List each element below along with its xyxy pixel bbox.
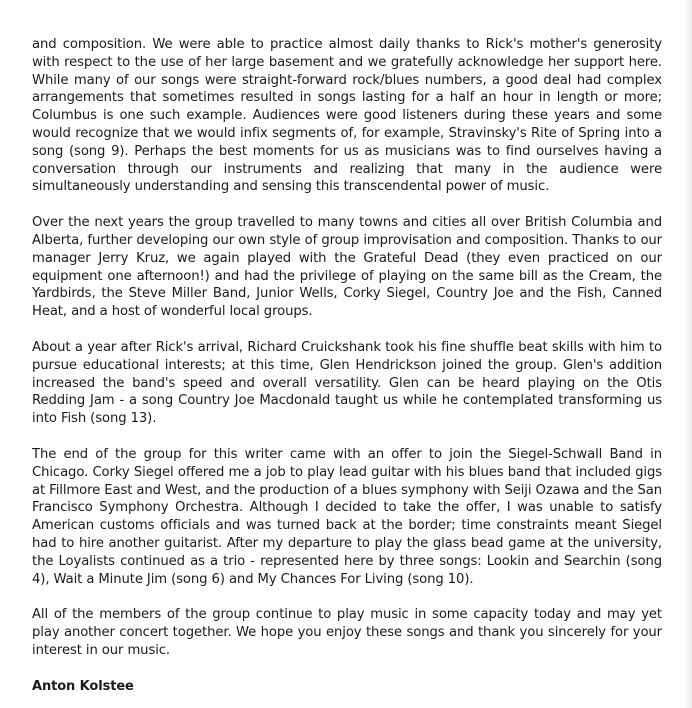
paragraph-5: All of the members of the group continue to play music in some capacity today and may yet play another concert together. We hope you enjoy these songs and thank you sincerely for your interest in our music. xyxy=(32,607,662,658)
paragraph-1: and composition. We were able to practice almost daily thanks to Rick's mother's generosity with respect to the use of her large basement and we gratefully acknowledge her support here. While many of our songs were straight-forward rock/blues numbers, a good deal had complex arrangements that sometimes resulted in songs lasting for a half an hour in length or more; Columbus is one such example. Audiences were good listeners during these years and some would recognize that we would infix segments of, for example, Stravinsky's Rite of Spring into a song (song 9). Perhaps the best moments for us as musicians was to find ourselves having a conversation through our instruments and realizing that many in the audience were simultaneously understanding and sensing this transcendental power of music. xyxy=(32,37,662,195)
paragraph-2: Over the next years the group travelled to many towns and cities all over British Columbia and Alberta, further developing our own style of group improvisation and composition. Thanks to our manager Jerry Kruz, we again played with the Grateful Dead (they even practiced on our equipment one afternoon!) and had the privilege of playing on the same bill as the Cream, the Yardbirds, the Steve Miller Band, Junior Wells, Corky Siegel, Country Joe and the Fish, Canned Heat, and a host of wonderful local groups. xyxy=(32,215,662,320)
article-body xyxy=(32,36,662,696)
paragraph-4: The end of the group for this writer came with an offer to join the Siegel-Schwall Band in Chicago. Corky Siegel offered me a job to play lead guitar with his blues band that included gigs at Fillmore East and West, and the production of a blues symphony with Seiji Ozawa and the San Francisco Symphony Orchestra. Although I decided to take the offer, I was unable to satisfy American customs officials and was turned back at the border; time constraints meant Siegel had to hire another guitarist. After my departure to play the glass bead game at the university, the Loyalists continued as a trio - represented here by three songs: Lookin and Searchin (song 4), Wait a Minute Jim (song 6) and My Chances For Living (song 10). xyxy=(32,446,662,587)
page-edge-shadow xyxy=(686,0,692,708)
author-signature: Anton Kolstee xyxy=(32,678,134,694)
paragraph-3: About a year after Rick's arrival, Richard Cruickshank took his fine shuffle beat skills with him to pursue educational interests; at this time, Glen Hendrickson joined the group. Glen's addition increased the band's speed and overall versatility. Glen can be heard playing on the Otis Redding Jam - a song Country Joe Macdonald taught us while he contemplated transforming us into Fish (song 13). xyxy=(32,339,662,427)
